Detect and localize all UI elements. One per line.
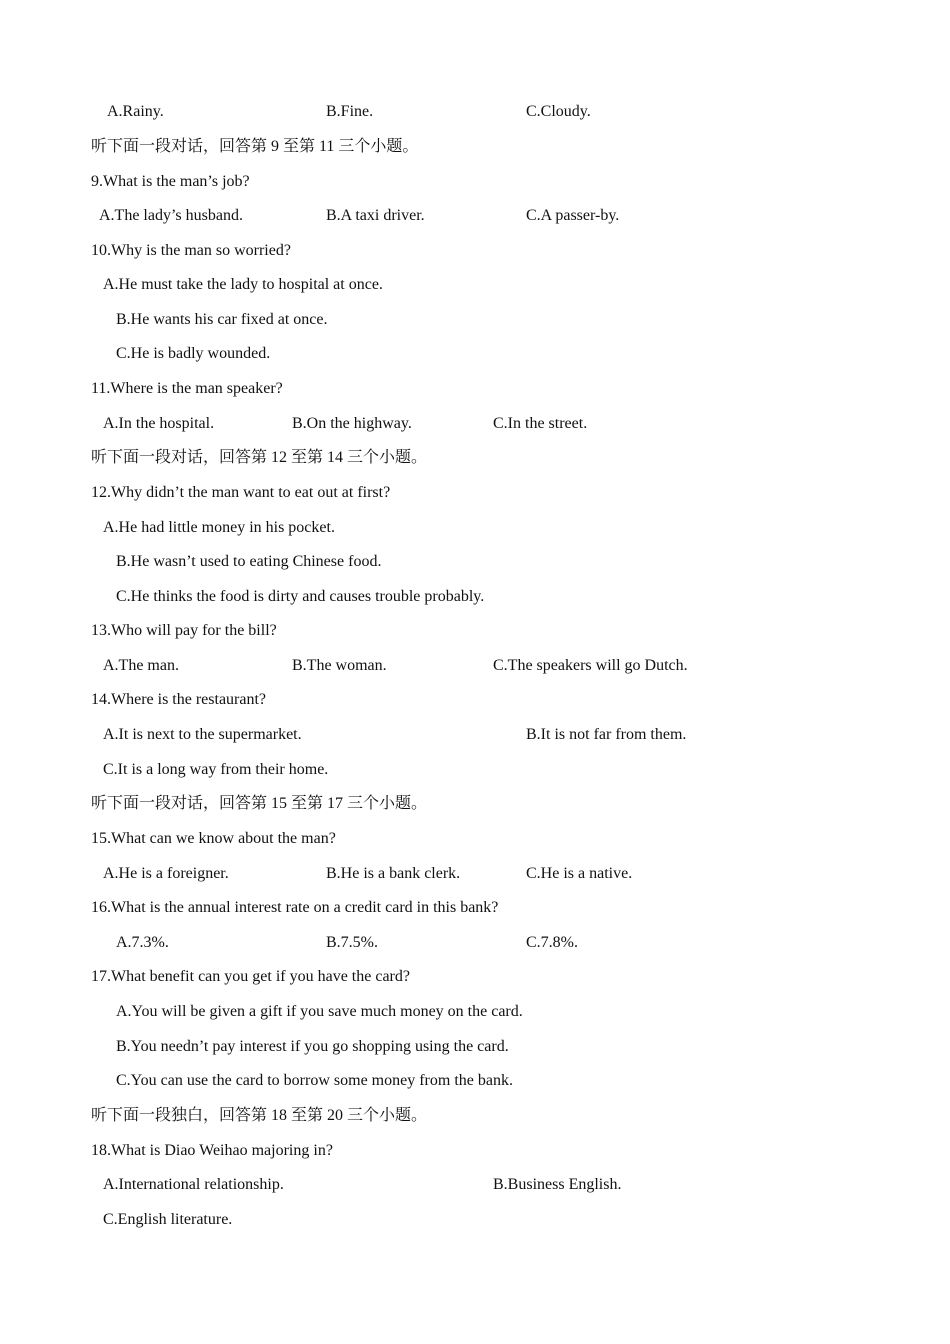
q15-option-c: C.He is a native. (526, 865, 633, 882)
question-15: 15.What can we know about the man? (91, 830, 336, 847)
q10-option-b: B.He wants his car fixed at once. (116, 311, 328, 328)
q8-option-a: A.Rainy. (107, 103, 164, 120)
q9-option-a: A.The lady’s husband. (99, 207, 243, 224)
q13-option-b: B.The woman. (292, 657, 387, 674)
q11-option-c: C.In the street. (493, 415, 588, 432)
q14-option-c: C.It is a long way from their home. (103, 761, 329, 778)
q14-option-b: B.It is not far from them. (526, 726, 687, 743)
q10-option-c: C.He is badly wounded. (116, 345, 271, 362)
q18-option-b: B.Business English. (493, 1176, 622, 1193)
q9-option-c: C.A passer-by. (526, 207, 620, 224)
question-12: 12.Why didn’t the man want to eat out at first? (91, 484, 391, 501)
q12-option-b: B.He wasn’t used to eating Chinese food. (116, 553, 382, 570)
q11-option-a: A.In the hospital. (103, 415, 215, 432)
q18-option-a: A.International relationship. (103, 1176, 284, 1193)
q18-option-c: C.English literature. (103, 1211, 233, 1228)
q12-option-c: C.He thinks the food is dirty and causes trouble probably. (116, 588, 485, 605)
q16-option-a: A.7.3%. (116, 934, 169, 951)
q16-option-c: C.7.8%. (526, 934, 578, 951)
q10-option-a: A.He must take the lady to hospital at once. (103, 276, 383, 293)
question-16: 16.What is the annual interest rate on a credit card in this bank? (91, 899, 499, 916)
question-11: 11.Where is the man speaker? (91, 380, 283, 397)
q15-option-b: B.He is a bank clerk. (326, 865, 461, 882)
question-14: 14.Where is the restaurant? (91, 691, 267, 708)
q12-option-a: A.He had little money in his pocket. (103, 519, 335, 536)
q17-option-b: B.You needn’t pay interest if you go shopping using the card. (116, 1038, 509, 1055)
question-9: 9.What is the man’s job? (91, 173, 250, 190)
q17-option-a: A.You will be given a gift if you save much money on the card. (116, 1003, 523, 1020)
q11-option-b: B.On the highway. (292, 415, 412, 432)
q13-option-c: C.The speakers will go Dutch. (493, 657, 688, 674)
section-heading-15-17: 听下面一段对话，回答第 15 至第 17 三个小题。 (91, 795, 428, 812)
section-heading-18-20: 听下面一段独白，回答第 18 至第 20 三个小题。 (91, 1107, 428, 1124)
q8-option-b: B.Fine. (326, 103, 374, 120)
question-17: 17.What benefit can you get if you have the card? (91, 968, 410, 985)
section-heading-12-14: 听下面一段对话，回答第 12 至第 14 三个小题。 (91, 449, 428, 466)
q15-option-a: A.He is a foreigner. (103, 865, 229, 882)
question-18: 18.What is Diao Weihao majoring in? (91, 1142, 333, 1159)
q16-option-b: B.7.5%. (326, 934, 378, 951)
section-heading-9-11: 听下面一段对话，回答第 9 至第 11 三个小题。 (91, 138, 419, 155)
q9-option-b: B.A taxi driver. (326, 207, 425, 224)
q8-option-c: C.Cloudy. (526, 103, 591, 120)
q14-option-a: A.It is next to the supermarket. (103, 726, 302, 743)
q13-option-a: A.The man. (103, 657, 179, 674)
question-13: 13.Who will pay for the bill? (91, 622, 277, 639)
question-10: 10.Why is the man so worried? (91, 242, 291, 259)
q17-option-c: C.You can use the card to borrow some money from the bank. (116, 1072, 513, 1089)
